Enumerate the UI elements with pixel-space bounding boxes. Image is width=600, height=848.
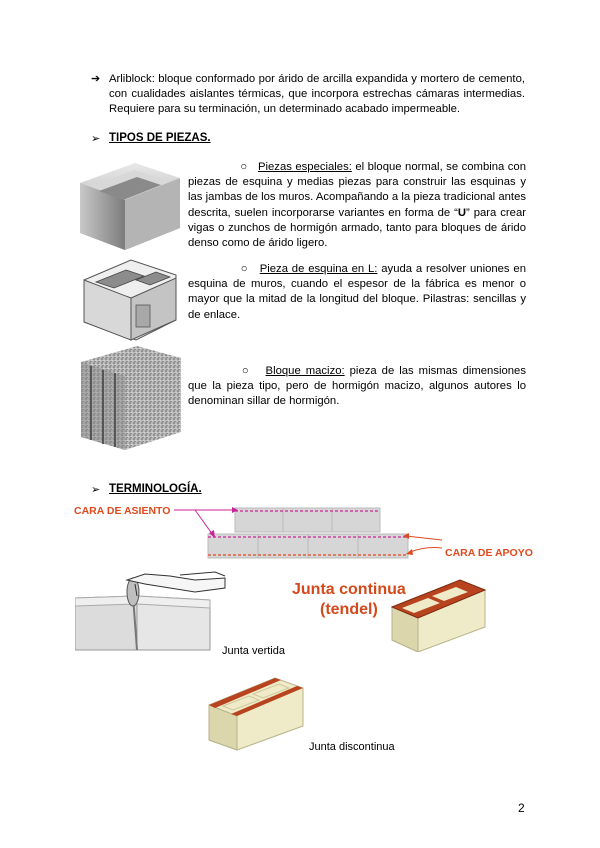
junta-discontinua-caption: Junta discontinua bbox=[309, 741, 395, 753]
piece-esquina-text: ayuda a resolver uniones en esquina de muros, cuando el espesor de la fábrica es menor o mayor que la mitad de la longitud del bloque. Pilastras: sencillas y de enlace. bbox=[188, 263, 526, 321]
section-bullet: ➢ bbox=[91, 133, 101, 145]
circle-bullet: ○ bbox=[240, 161, 248, 173]
solid-block-image bbox=[77, 342, 185, 452]
junta-vertida-image bbox=[75, 570, 235, 655]
cara-asiento-label: CARA DE ASIENTO bbox=[74, 505, 171, 517]
piece-especiales-title: Piezas especiales: bbox=[257, 161, 352, 173]
circle-bullet: ○ bbox=[240, 365, 251, 377]
junta-continua-label: Junta continua bbox=[292, 581, 406, 598]
u-highlight: U bbox=[457, 206, 467, 219]
piece-esquina-paragraph bbox=[188, 262, 526, 323]
piece-esquina-title: Pieza de esquina en L: bbox=[259, 263, 378, 275]
intro-paragraph: Arliblock: bloque conformado por árido de arcilla expandida y mortero de cemento, con cualidades aislantes térmicas, que incorpora estrechas cámaras intermedias. Requiere para su terminación, un determinado acabado impermeable. bbox=[109, 73, 525, 116]
tendel-label: (tendel) bbox=[320, 601, 378, 618]
section-title-tipos: TIPOS DE PIEZAS. bbox=[109, 132, 211, 144]
junta-discontinua-image bbox=[205, 670, 315, 752]
circle-bullet: ○ bbox=[240, 263, 249, 275]
piece-especiales-text: el bloque normal, se combina con piezas de esquina y medias piezas para construir las esquinas y las jambas de los muros. Acompañando a la pieza tradicional antes descrita, suelen incorporarse variantes en forma de “ bbox=[188, 161, 526, 219]
piece-macizo-text: pieza de las mismas dimensiones que la pieza tipo, pero de hormigón macizo, algunos autores lo denominan sillar de hormigón. bbox=[188, 365, 526, 408]
section-bullet: ➢ bbox=[91, 484, 101, 496]
brick-courses-diagram bbox=[70, 500, 540, 568]
section-title-terminologia: TERMINOLOGÍA. bbox=[109, 483, 202, 495]
arrow-bullet: ➔ bbox=[91, 73, 101, 85]
piece-especiales-text-after: ” para crear vigas o zunchos de hormigón armado, tanto para bloques de árido denso como de árido ligero. bbox=[188, 206, 526, 250]
page-number: 2 bbox=[518, 801, 525, 815]
piece-especiales-paragraph bbox=[188, 160, 526, 251]
piece-macizo-title: Bloque macizo: bbox=[265, 365, 345, 377]
piece-macizo-paragraph bbox=[188, 364, 526, 410]
l-corner-block-image bbox=[76, 250, 186, 345]
u-block-image bbox=[75, 158, 185, 253]
junta-vertida-caption: Junta vertida bbox=[222, 645, 285, 657]
cara-apoyo-label: CARA DE APOYO bbox=[445, 547, 533, 559]
junta-continua-diagram bbox=[280, 572, 530, 652]
